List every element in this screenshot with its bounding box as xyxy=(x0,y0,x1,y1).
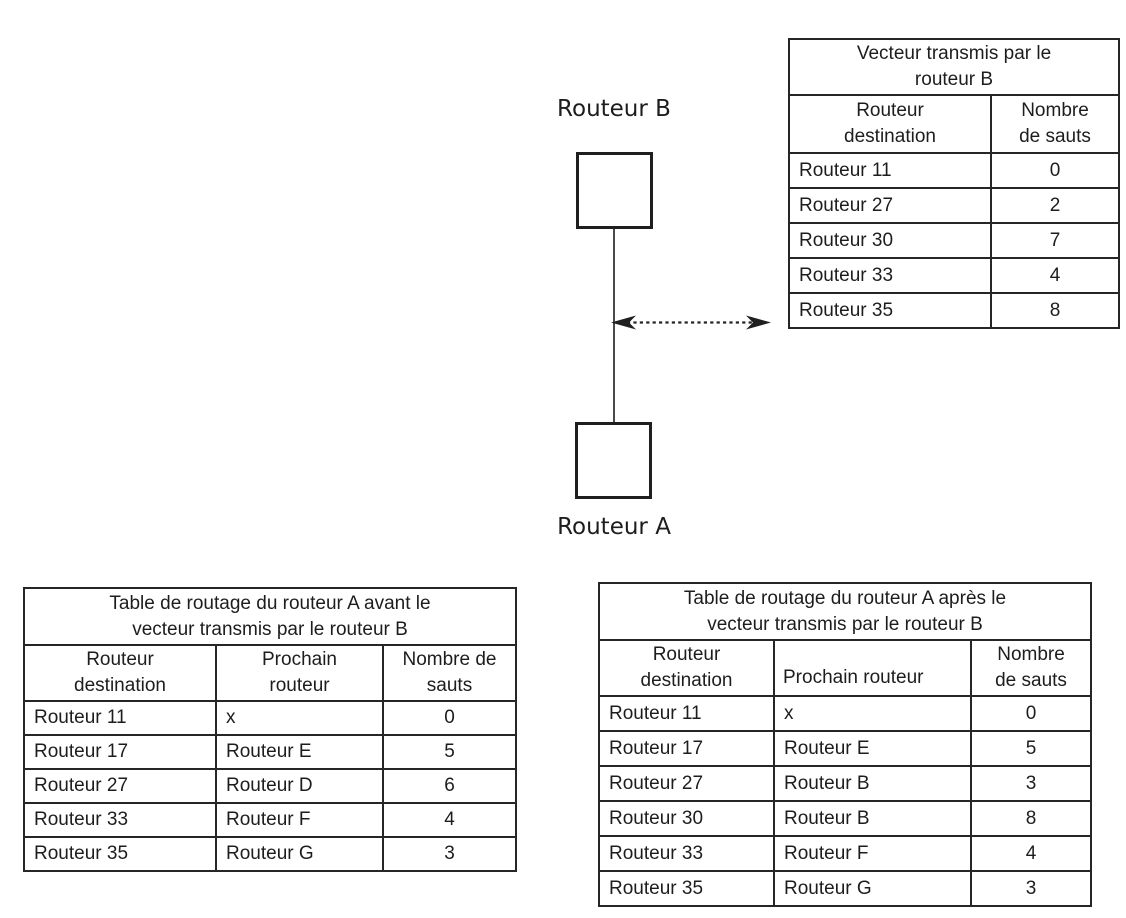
table-row xyxy=(24,769,516,803)
vector-table-title-row xyxy=(789,39,1119,95)
cell-destination: Routeur 33 xyxy=(24,803,216,837)
column-header-hops: Nombre de sauts xyxy=(991,95,1119,153)
cell-destination: Routeur 27 xyxy=(24,769,216,803)
column-header-next-router: Prochain routeur xyxy=(774,640,971,696)
cell-destination: Routeur 33 xyxy=(599,836,774,871)
after-table-header-row xyxy=(599,640,1091,696)
table-row xyxy=(24,837,516,871)
cell-hops: 4 xyxy=(383,803,516,837)
title-line: routeur B xyxy=(914,69,994,90)
cell-next-router: Routeur B xyxy=(774,801,971,836)
cell-next-router: Routeur E xyxy=(774,731,971,766)
cell-hops: 0 xyxy=(383,701,516,735)
after-table-title-row xyxy=(599,583,1091,640)
table-row xyxy=(599,696,1091,731)
column-header-destination: Routeur destination xyxy=(599,640,774,696)
cell-destination: Routeur 27 xyxy=(789,188,991,223)
column-header-hops: Nombre de sauts xyxy=(971,640,1091,696)
column-header-destination: Routeur destination xyxy=(789,95,991,153)
cell-destination: Routeur 17 xyxy=(24,735,216,769)
title-line: vecteur transmis par le routeur B xyxy=(707,613,983,635)
cell-next-router: Routeur F xyxy=(774,836,971,871)
cell-next-router: Routeur E xyxy=(216,735,383,769)
cell-destination: Routeur 30 xyxy=(599,801,774,836)
cell-next-router: Routeur F xyxy=(216,803,383,837)
vector-table-title xyxy=(789,39,1119,95)
table-row xyxy=(599,871,1091,906)
table-row xyxy=(789,223,1119,258)
routing-table-before xyxy=(23,587,517,872)
cell-next-router: Routeur D xyxy=(216,769,383,803)
cell-hops: 5 xyxy=(383,735,516,769)
router-b-node xyxy=(576,152,653,229)
cell-hops: 3 xyxy=(971,871,1091,906)
cell-next-router: Routeur G xyxy=(774,871,971,906)
table-row xyxy=(789,293,1119,328)
router-a-label: Routeur A xyxy=(557,514,671,540)
cell-destination: Routeur 11 xyxy=(599,696,774,731)
cell-hops: 5 xyxy=(971,731,1091,766)
table-row xyxy=(599,801,1091,836)
cell-hops: 0 xyxy=(991,153,1119,188)
router-a-node xyxy=(575,422,652,499)
before-table-header-row xyxy=(24,645,516,701)
title-line: Table de routage du routeur A avant le xyxy=(109,592,431,614)
cell-destination: Routeur 35 xyxy=(24,837,216,871)
column-header-hops: Nombre de sauts xyxy=(383,645,516,701)
table-row xyxy=(789,258,1119,293)
cell-destination: Routeur 11 xyxy=(24,701,216,735)
title-line: Table de routage du routeur A après le xyxy=(683,587,1007,609)
cell-hops: 7 xyxy=(991,223,1119,258)
cell-hops: 3 xyxy=(383,837,516,871)
cell-destination: Routeur 17 xyxy=(599,731,774,766)
cell-destination: Routeur 30 xyxy=(789,223,991,258)
table-row xyxy=(599,836,1091,871)
after-table-title xyxy=(599,583,1091,640)
title-line: Vecteur transmis par le xyxy=(856,43,1052,64)
cell-next-router: x xyxy=(774,696,971,731)
cell-hops: 2 xyxy=(991,188,1119,223)
cell-hops: 6 xyxy=(383,769,516,803)
vector-table xyxy=(788,38,1120,329)
table-row xyxy=(599,766,1091,801)
cell-next-router: x xyxy=(216,701,383,735)
table-row xyxy=(24,701,516,735)
routing-table-after xyxy=(598,582,1092,907)
before-table-title xyxy=(24,588,516,645)
table-row xyxy=(24,803,516,837)
cell-hops: 8 xyxy=(991,293,1119,328)
cell-hops: 8 xyxy=(971,801,1091,836)
cell-hops: 4 xyxy=(991,258,1119,293)
vector-table-header-row xyxy=(789,95,1119,153)
table-row xyxy=(599,731,1091,766)
exchange-arrow-icon xyxy=(611,314,771,331)
table-row xyxy=(789,188,1119,223)
cell-destination: Routeur 11 xyxy=(789,153,991,188)
column-header-next-router: Prochain routeur xyxy=(216,645,383,701)
table-row xyxy=(789,153,1119,188)
cell-next-router: Routeur G xyxy=(216,837,383,871)
router-b-label: Routeur B xyxy=(557,96,671,122)
cell-hops: 0 xyxy=(971,696,1091,731)
cell-destination: Routeur 33 xyxy=(789,258,991,293)
column-header-destination: Routeur destination xyxy=(24,645,216,701)
cell-destination: Routeur 27 xyxy=(599,766,774,801)
cell-destination: Routeur 35 xyxy=(789,293,991,328)
cell-hops: 3 xyxy=(971,766,1091,801)
cell-destination: Routeur 35 xyxy=(599,871,774,906)
table-row xyxy=(24,735,516,769)
before-table-title-row xyxy=(24,588,516,645)
cell-next-router: Routeur B xyxy=(774,766,971,801)
title-line: vecteur transmis par le routeur B xyxy=(132,618,408,640)
cell-hops: 4 xyxy=(971,836,1091,871)
